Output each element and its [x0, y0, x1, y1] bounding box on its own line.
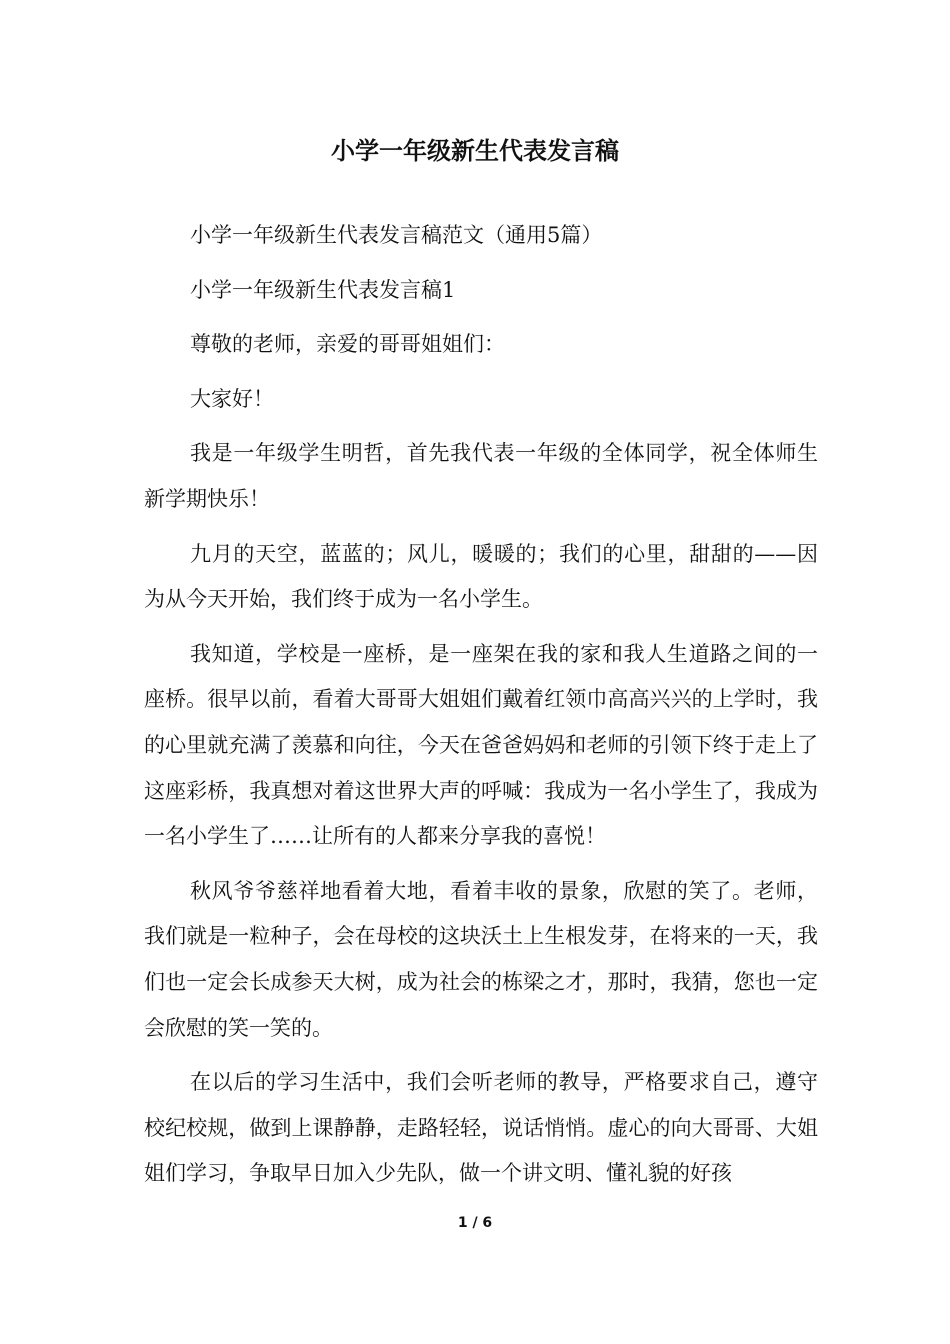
paragraph-heading-collection: 小学一年级新生代表发言稿范文（通用5篇）: [190, 223, 603, 247]
paragraph-autumn: 秋风爷爷慈祥地看着大地，看着丰收的景象，欣慰的笑了。老师，我们就是一粒种子，会在母校的这块沃土上生根发芽，在将来的一天，我们也一定会长成参天大树，成为社会的栋梁之才，那时，我猜，您也一定会欣慰的笑一笑的。: [144, 878, 818, 1040]
paragraph-september: 九月的天空，蓝蓝的；风儿，暖暖的；我们的心里，甜甜的——因为从今天开始，我们终于成为一名小学生。: [144, 541, 818, 612]
document-title: 小学一年级新生代表发言稿: [331, 137, 619, 165]
paragraph-bridge: 我知道，学校是一座桥，是一座架在我的家和我人生道路之间的一座桥。很早以前，看着大哥哥大姐姐们戴着红领巾高高兴兴的上学时，我的心里就充满了羡慕和向往，今天在爸爸妈妈和老师的引领下终于走上了这座彩桥，我真想对着这世界大声的呼喊：我成为一名小学生了，我成为一名小学生了……让所有的人都来分享我的喜悦！: [144, 641, 818, 849]
paragraph-future-study: 在以后的学习生活中，我们会听老师的教导，严格要求自己，遵守校纪校规，做到上课静静，走路轻轻，说话悄悄。虚心的向大哥哥、大姐姐们学习，争取早日加入少先队，做一个讲文明、懂礼貌的好孩: [144, 1070, 818, 1186]
paragraph-heading-speech-1: 小学一年级新生代表发言稿1: [190, 277, 456, 302]
document-body: [144, 213, 818, 1206]
paragraph-introduction: 我是一年级学生明哲，首先我代表一年级的全体同学，祝全体师生新学期快乐！: [144, 441, 818, 511]
paragraph-greeting: 大家好！: [190, 386, 274, 411]
paragraph-salutation: 尊敬的老师，亲爱的哥哥姐姐们：: [190, 332, 505, 357]
page-number: 1 / 6: [457, 1215, 493, 1231]
